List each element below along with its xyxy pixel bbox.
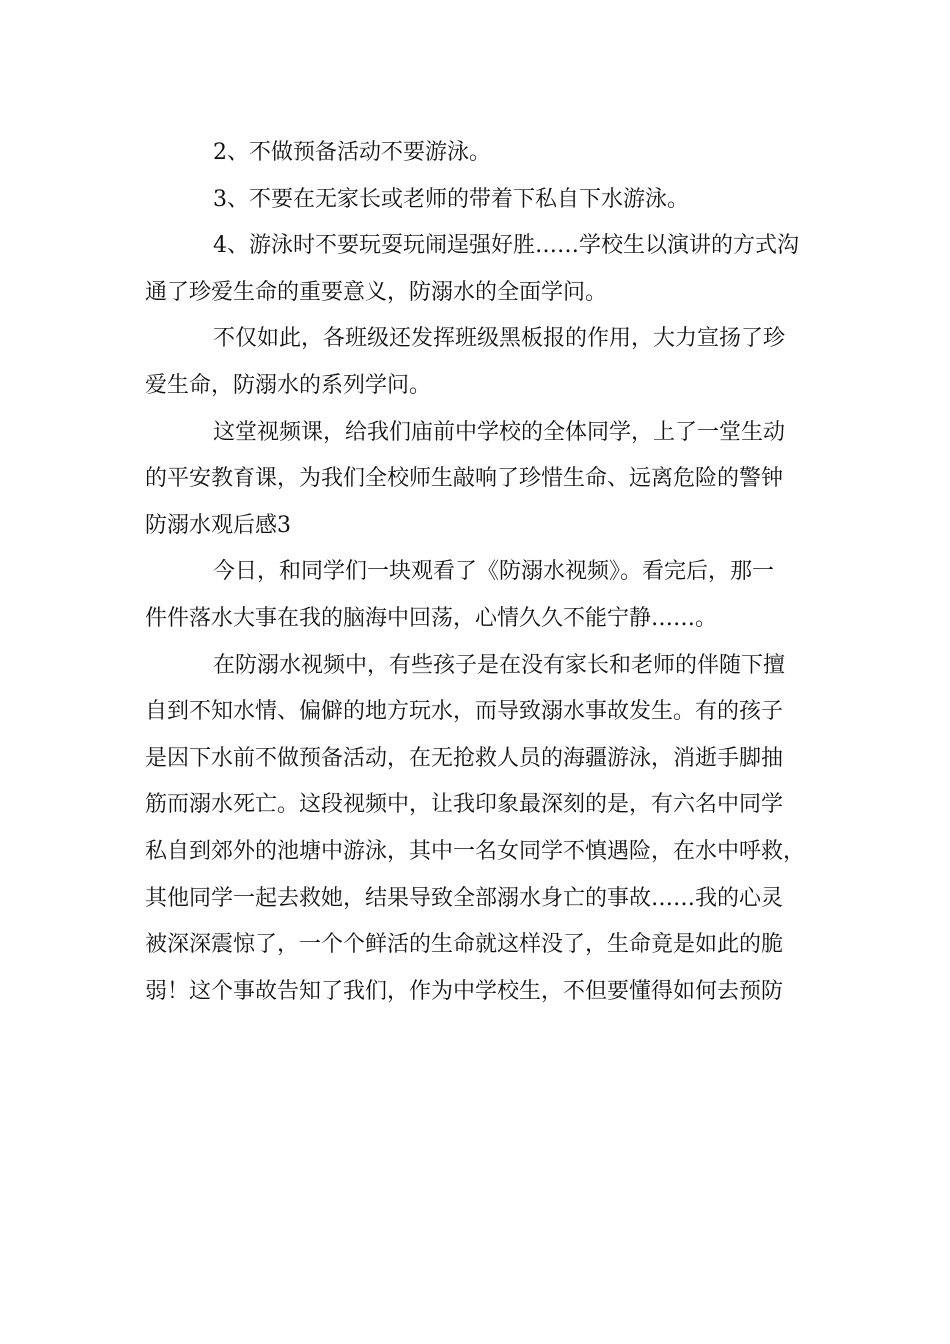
text-line: 在防溺水视频中，有些孩子是在没有家长和老师的伴随下擅	[213, 652, 786, 678]
text-line: 件件落水大事在我的脑海中回荡，心情久久不能宁静……。	[145, 605, 718, 631]
text-line: 弱！这个事故告知了我们，作为中学校生，不但要懂得如何去预防	[145, 978, 784, 1004]
text-line: 被深深震惊了，一个个鲜活的生命就这样没了，生命竟是如此的脆	[145, 932, 784, 958]
text-line: 筋而溺水死亡。这段视频中，让我印象最深刻的是，有六名中同学	[145, 792, 784, 818]
text-line: 通了珍爱生命的重要意义，防溺水的全面学问。	[145, 279, 608, 305]
text-line: 这堂视频课，给我们庙前中学校的全体同学，上了一堂生动	[213, 419, 786, 445]
document-body	[145, 130, 825, 1015]
section-heading: 防溺水观后感3	[145, 512, 291, 538]
text-line: 私自到郊外的池塘中游泳，其中一名女同学不慎遇险，在水中呼救，	[145, 838, 806, 864]
text-line: 3、不要在无家长或老师的带着下私自下水游泳。	[213, 186, 689, 212]
text-line: 自到不知水情、偏僻的地方玩水，而导致溺水事故发生。有的孩子	[145, 699, 784, 725]
text-line: 的平安教育课，为我们全校师生敲响了珍惜生命、远离危险的警钟	[145, 466, 784, 492]
text-line: 不仅如此，各班级还发挥班级黑板报的作用，大力宣扬了珍	[213, 326, 786, 352]
text-line: 爱生命，防溺水的系列学问。	[145, 372, 432, 398]
text-line: 4、游泳时不要玩耍玩闹逞强好胜……学校生以演讲的方式沟	[213, 233, 799, 259]
text-line: 其他同学一起去救她，结果导致全部溺水身亡的事故……我的心灵	[145, 885, 784, 911]
text-line: 今日，和同学们一块观看了《防溺水视频》。看完后，那一	[213, 559, 775, 585]
text-line: 2、不做预备活动不要游泳。	[213, 140, 491, 165]
text-line: 是因下水前不做预备活动，在无抢救人员的海疆游泳，消逝手脚抽	[145, 745, 784, 771]
